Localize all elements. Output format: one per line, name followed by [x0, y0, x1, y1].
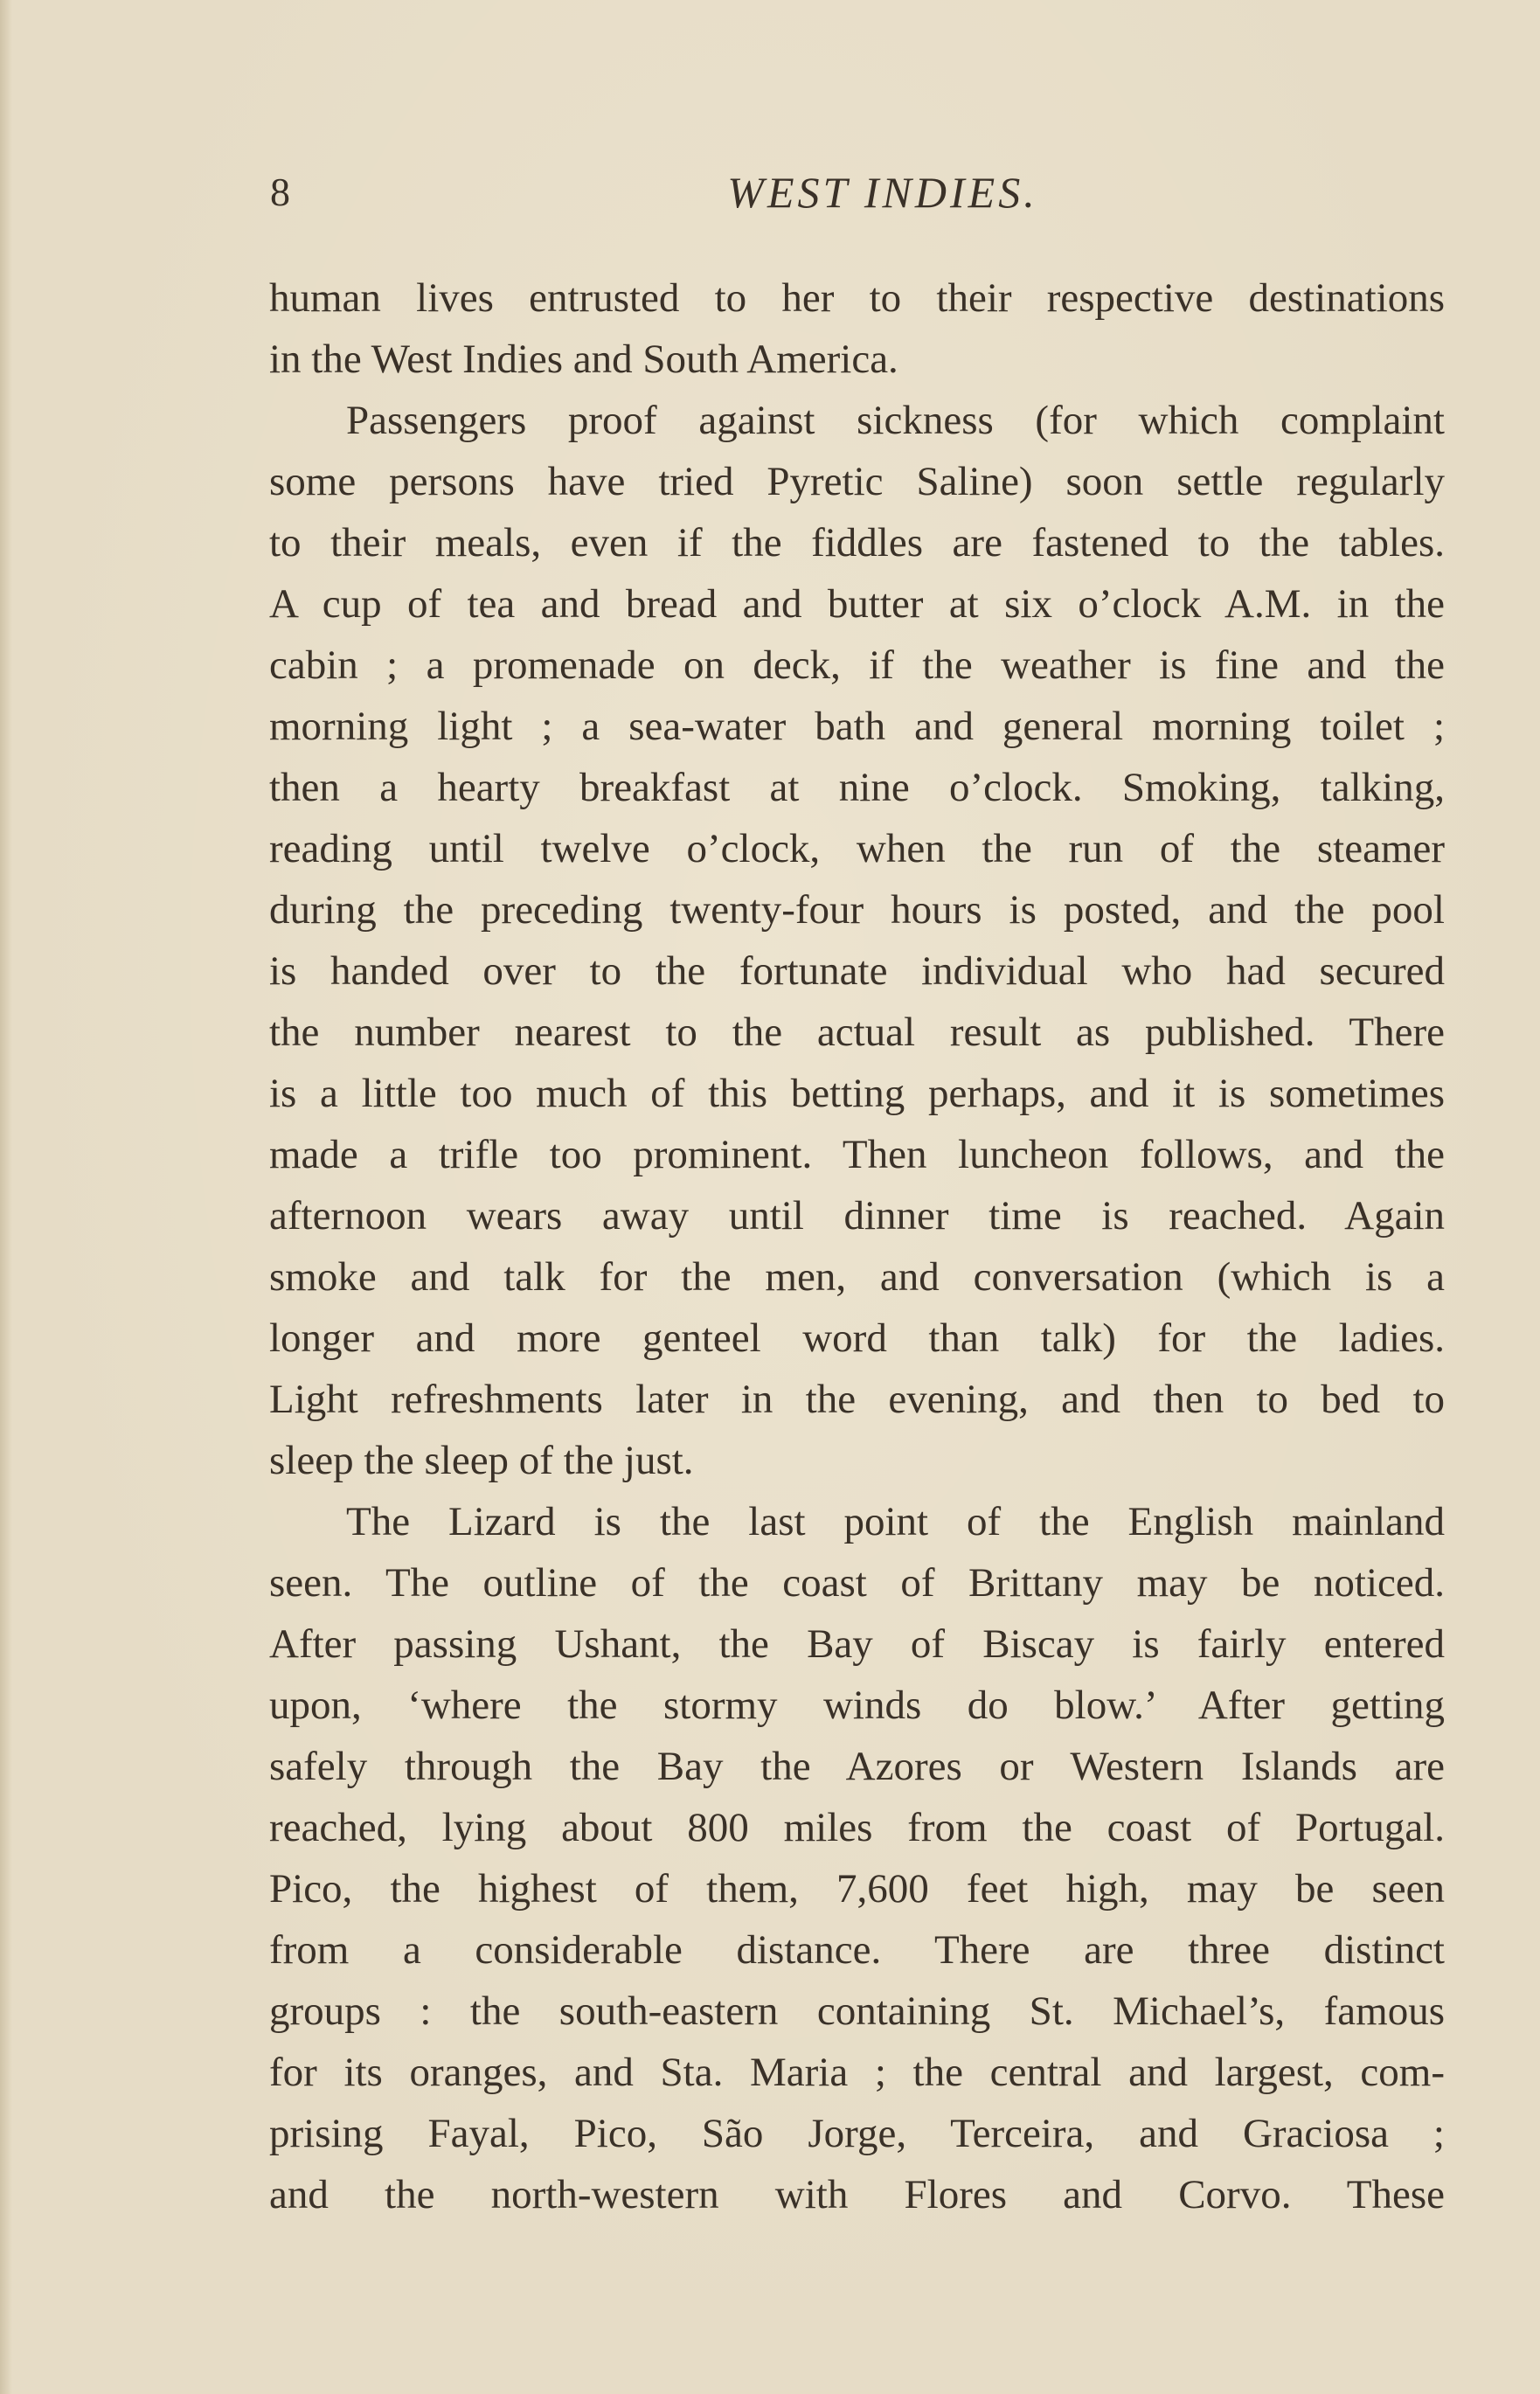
- text-line: seen. The outline of the coast of Brittany may be noticed.: [269, 1560, 1445, 1606]
- text-line: A cup of tea and bread and butter at six o’clock A.M. in the: [269, 581, 1445, 627]
- body-text: [269, 267, 1445, 2225]
- text-line: Passengers proof against sickness (for which complaint: [346, 398, 1445, 443]
- text-line: is a little too much of this betting perhaps, and it is sometimes: [269, 1071, 1445, 1116]
- text-line: human lives entrusted to her to their respective destinations: [269, 275, 1445, 321]
- page-number: 8: [270, 170, 290, 214]
- text-line: reading until twelve o’clock, when the run of the steamer: [269, 826, 1445, 871]
- text-line: Light refreshments later in the evening, and then to bed to: [269, 1377, 1445, 1422]
- text-line: smoke and talk for the men, and conversation (which is a: [269, 1254, 1445, 1300]
- text-line: morning light ; a sea-water bath and general morning toilet ;: [269, 704, 1445, 749]
- text-line: prising Fayal, Pico, São Jorge, Terceira, and Graciosa ;: [269, 2111, 1445, 2156]
- text-line: The Lizard is the last point of the English mainland: [346, 1499, 1445, 1544]
- page-gutter-edge: [0, 0, 12, 2394]
- page-header: [267, 157, 1446, 227]
- text-line: sleep the sleep of the just.: [269, 1438, 694, 1483]
- text-line: and the north-western with Flores and Corvo. These: [269, 2172, 1445, 2217]
- text-line: from a considerable distance. There are three distinct: [269, 1927, 1445, 1973]
- text-line: is handed over to the fortunate individual who had secured: [269, 948, 1445, 994]
- text-line: the number nearest to the actual result as published. There: [269, 1010, 1445, 1055]
- text-line: made a trifle too prominent. Then luncheon follows, and the: [269, 1132, 1445, 1177]
- text-line: some persons have tried Pyretic Saline) soon settle regularly: [269, 459, 1445, 504]
- text-line: After passing Ushant, the Bay of Biscay is fairly entered: [269, 1621, 1445, 1667]
- text-line: for its oranges, and Sta. Maria ; the central and largest, com-: [269, 2050, 1445, 2095]
- text-line: longer and more genteel word than talk) for the ladies.: [269, 1315, 1445, 1361]
- text-line: then a hearty breakfast at nine o’clock. Smoking, talking,: [269, 765, 1445, 810]
- text-line: cabin ; a promenade on deck, if the weather is fine and the: [269, 642, 1445, 688]
- text-line: during the preceding twenty-four hours is posted, and the pool: [269, 887, 1445, 933]
- text-line: reached, lying about 800 miles from the coast of Portugal.: [269, 1805, 1445, 1850]
- text-line: Pico, the highest of them, 7,600 feet high, may be seen: [269, 1866, 1445, 1912]
- text-line: safely through the Bay the Azores or Western Islands are: [269, 1744, 1445, 1789]
- text-line: to their meals, even if the fiddles are fastened to the tables.: [269, 520, 1445, 566]
- text-line: afternoon wears away until dinner time is reached. Again: [269, 1193, 1445, 1239]
- text-line: in the West Indies and South America.: [269, 337, 898, 382]
- text-line: groups : the south-eastern containing St. Michael’s, famous: [269, 1988, 1445, 2034]
- running-head: WEST INDIES.: [727, 168, 1038, 217]
- text-line: upon, ‘where the stormy winds do blow.’ After getting: [269, 1683, 1445, 1728]
